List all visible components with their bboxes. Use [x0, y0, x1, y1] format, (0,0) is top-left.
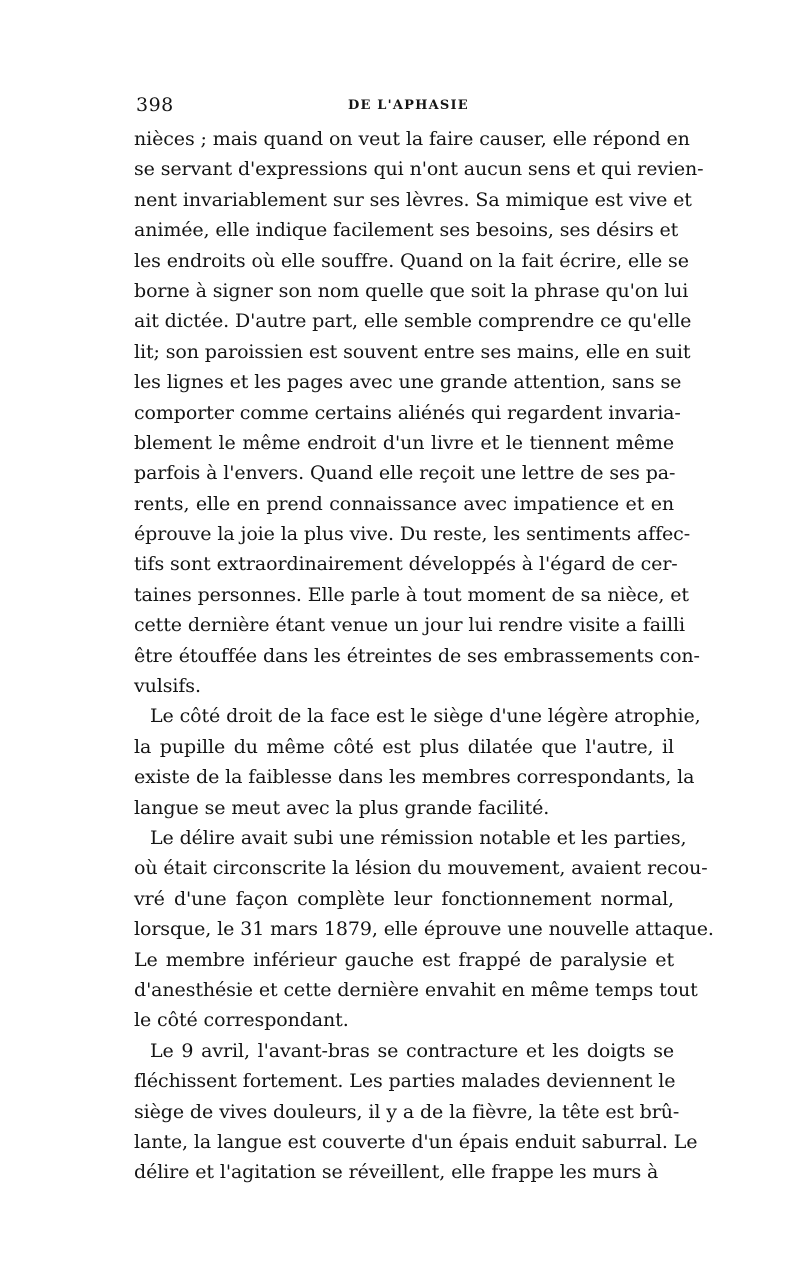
- paragraph: [134, 701, 701, 823]
- text-line: rents, elle en prend connaissance avec impatience et en: [134, 492, 674, 515]
- text-line: siège de vives douleurs, il y a de la fièvre, la tête est brû-: [134, 1100, 680, 1123]
- text-line: nent invariablement sur ses lèvres. Sa mimique est vive et: [134, 188, 692, 211]
- text-line: les endroits où elle souffre. Quand on la fait écrire, elle se: [134, 249, 689, 272]
- text-line: comporter comme certains aliénés qui regardent invaria-: [134, 401, 681, 424]
- text-line: lante, la langue est couverte d'un épais enduit saburral. Le: [134, 1130, 698, 1153]
- text-line: ait dictée. D'autre part, elle semble comprendre ce qu'elle: [134, 310, 692, 333]
- text-line: éprouve la joie la plus vive. Du reste, les sentiments affec-: [134, 523, 691, 546]
- book-page: [134, 90, 714, 1188]
- text-line: lorsque, le 31 mars 1879, elle éprouve une nouvelle attaque.: [134, 918, 714, 941]
- text-line: parfois à l'envers. Quand elle reçoit une lettre de ses pa-: [134, 462, 676, 485]
- text-line: existe de la faiblesse dans les membres correspondants, la: [134, 766, 695, 789]
- text-line: d'anesthésie et cette dernière envahit en même temps tout: [134, 978, 698, 1001]
- running-head: [134, 90, 674, 124]
- text-line: lit; son paroissien est souvent entre ses mains, elle en suit: [134, 340, 691, 363]
- text-line: se servant d'expressions qui n'ont aucun sens et qui revien-: [134, 158, 704, 181]
- page-number: 398: [136, 94, 174, 116]
- text-line: nièces ; mais quand on veut la faire causer, elle répond en: [134, 128, 690, 150]
- text-line: où était circonscrite la lésion du mouvement, avaient recou-: [134, 857, 708, 880]
- text-line: Le délire avait subi une rémission notable et les parties,: [150, 826, 687, 849]
- text-line: Le côté droit de la face est le siège d'une légère atrophie,: [150, 705, 701, 728]
- text-line: borne à signer son nom quelle que soit la phrase qu'on lui: [134, 279, 689, 302]
- text-line: délire et l'agitation se réveillent, elle frappe les murs à: [134, 1161, 659, 1184]
- running-title: DE L'APHASIE: [348, 98, 469, 113]
- paragraph: [134, 124, 704, 701]
- text-line: taines personnes. Elle parle à tout moment de sa nièce, et: [134, 583, 689, 606]
- text-line: vré d'une façon complète leur fonctionnement normal,: [134, 887, 674, 910]
- text-line: blement le même endroit d'un livre et le tiennent même: [134, 431, 674, 454]
- text-line: vulsifs.: [134, 675, 201, 698]
- text-line: fléchissent fortement. Les parties malades deviennent le: [134, 1070, 676, 1093]
- text-line: cette dernière étant venue un jour lui rendre visite a failli: [134, 614, 685, 637]
- text-line: Le membre inférieur gauche est frappé de paralysie et: [134, 948, 674, 971]
- text-line: langue se meut avec la plus grande facilité.: [134, 796, 550, 819]
- paragraph: [134, 823, 714, 1036]
- text-line: être étouffée dans les étreintes de ses embrassements con-: [134, 644, 700, 667]
- text-line: animée, elle indique facilement ses besoins, ses désirs et: [134, 219, 679, 242]
- text-line: tifs sont extraordinairement développés à l'égard de cer-: [134, 553, 678, 576]
- body-text: [134, 124, 714, 1188]
- text-line: le côté correspondant.: [134, 1009, 349, 1032]
- text-line: Le 9 avril, l'avant-bras se contracture et les doigts se: [150, 1039, 674, 1062]
- paragraph: [134, 1036, 698, 1188]
- text-line: les lignes et les pages avec une grande attention, sans se: [134, 371, 682, 394]
- text-line: la pupille du même côté est plus dilatée que l'autre, il: [134, 735, 674, 758]
